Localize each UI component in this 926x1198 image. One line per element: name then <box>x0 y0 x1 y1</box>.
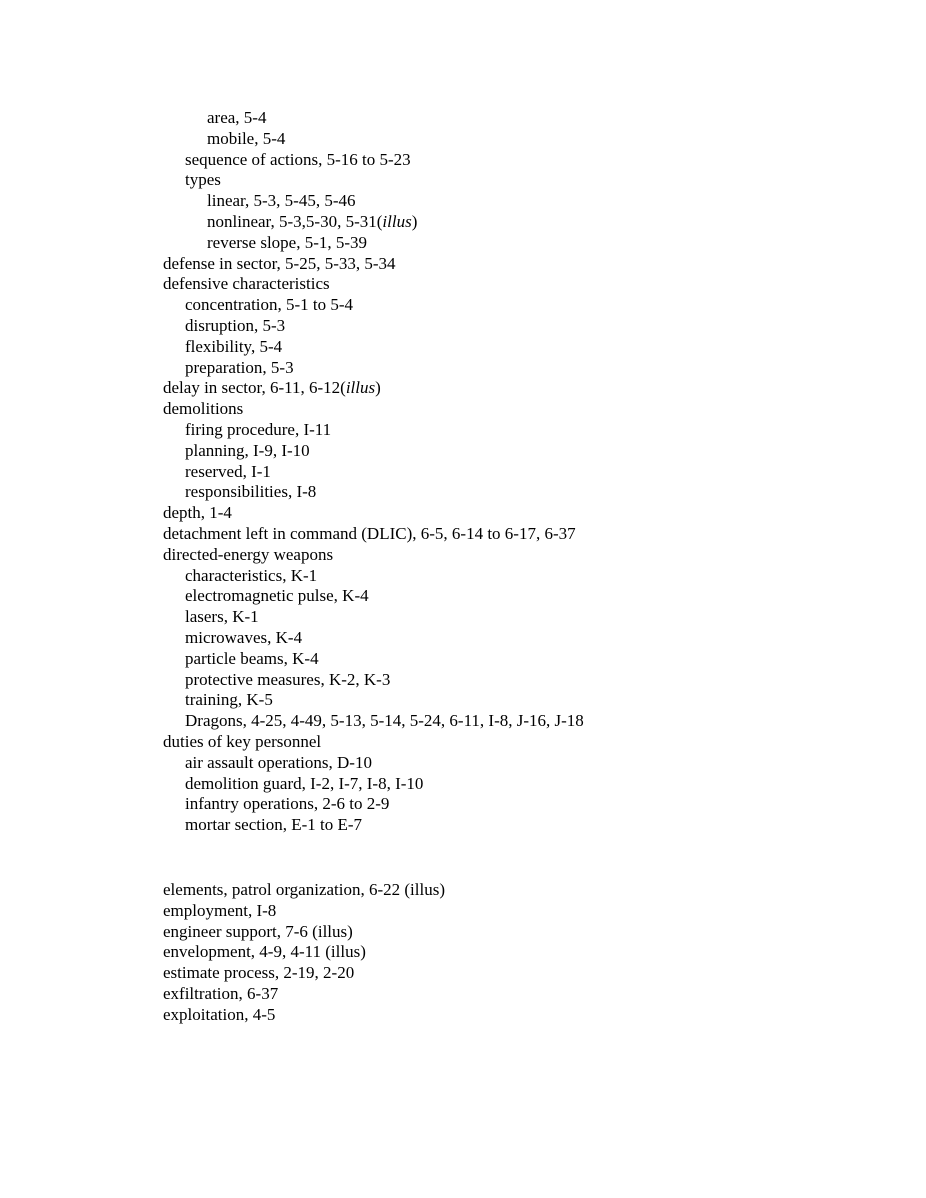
index-entry <box>163 1005 903 1026</box>
index-entry <box>163 129 903 150</box>
index-entry-text: exploitation, 4-5 <box>163 1004 276 1024</box>
index-entry <box>163 191 903 212</box>
index-entry <box>163 150 903 171</box>
index-entry <box>163 794 903 815</box>
index-section-d <box>163 108 903 836</box>
index-entry-text: demolition guard, I-2, I-7, I-8, I-10 <box>185 773 424 793</box>
index-entry <box>163 607 903 628</box>
index-entry-text: linear, 5-3, 5-45, 5-46 <box>207 191 356 211</box>
index-entry <box>163 545 903 566</box>
index-entry <box>163 274 903 295</box>
index-entry-text: depth, 1-4 <box>163 503 232 523</box>
index-entry <box>163 524 903 545</box>
index-entry <box>163 316 903 337</box>
index-entry-suffix: ) <box>411 211 418 231</box>
index-entry-text: particle beams, K-4 <box>185 648 319 668</box>
index-entry <box>163 441 903 462</box>
index-entry-text: responsibilities, I-8 <box>185 482 317 502</box>
index-entry-text: defensive characteristics <box>163 274 330 294</box>
index-entry <box>163 254 903 275</box>
index-entry <box>163 503 903 524</box>
index-entry-text: air assault operations, D-10 <box>185 752 372 772</box>
index-entry-text: demolitions <box>163 399 244 419</box>
index-entry-text: reverse slope, 5-1, 5-39 <box>207 232 368 252</box>
index-entry-text: lasers, K-1 <box>185 607 259 627</box>
index-entry-italic: illus <box>382 211 412 231</box>
index-entry <box>163 901 903 922</box>
index-section-e <box>163 880 903 1026</box>
index-entry <box>163 462 903 483</box>
index-entry-text: microwaves, K-4 <box>185 627 303 647</box>
index-entry-text: planning, I-9, I-10 <box>185 440 310 460</box>
index-entry <box>163 482 903 503</box>
index-entry <box>163 649 903 670</box>
index-entry <box>163 566 903 587</box>
index-entry <box>163 586 903 607</box>
index-entry <box>163 670 903 691</box>
index-entry-text: protective measures, K-2, K-3 <box>185 669 391 689</box>
index-entry-text: firing procedure, I-11 <box>185 419 332 439</box>
index-entry-text: concentration, 5-1 to 5-4 <box>185 295 354 315</box>
index-entry-text: infantry operations, 2-6 to 2-9 <box>185 794 390 814</box>
index-entry-text: directed-energy weapons <box>163 544 334 564</box>
index-entry-text: sequence of actions, 5-16 to 5-23 <box>185 149 411 169</box>
index-entry-text: envelopment, 4-9, 4-11 (illus) <box>163 942 366 962</box>
index-entry <box>163 963 903 984</box>
index-entry <box>163 753 903 774</box>
index-entry-text: employment, I-8 <box>163 900 277 920</box>
index-entry-text: duties of key personnel <box>163 731 322 751</box>
index-entry <box>163 711 903 732</box>
index-entry-text: area, 5-4 <box>207 108 267 127</box>
index-entry <box>163 378 903 399</box>
index-entry-text: mobile, 5-4 <box>207 128 286 148</box>
index-entry <box>163 420 903 441</box>
index-entry-text: disruption, 5-3 <box>185 315 286 335</box>
index-entry-text: types <box>185 170 221 190</box>
index-entry-text: preparation, 5-3 <box>185 357 294 377</box>
index-entry <box>163 984 903 1005</box>
index-entry <box>163 212 903 233</box>
index-entry <box>163 628 903 649</box>
index-entry-text: defense in sector, 5-25, 5-33, 5-34 <box>163 253 396 273</box>
index-entry-text: Dragons, 4-25, 4-49, 5-13, 5-14, 5-24, 6-11, I-8, J-16, J-18 <box>185 711 584 731</box>
index-entry-text: exfiltration, 6-37 <box>163 983 279 1003</box>
index-entry-text: estimate process, 2-19, 2-20 <box>163 963 355 983</box>
index-entry-text: nonlinear, 5-3,5-30, 5-31( <box>207 211 383 231</box>
index-entry-text: detachment left in command (DLIC), 6-5, 6-14 to 6-17, 6-37 <box>163 523 576 543</box>
index-entry-text: mortar section, E-1 to E-7 <box>185 815 363 835</box>
index-entry <box>163 233 903 254</box>
index-entry <box>163 399 903 420</box>
index-entry <box>163 774 903 795</box>
index-entry-text: reserved, I-1 <box>185 461 271 481</box>
index-entry-text: elements, patrol organization, 6-22 (illus) <box>163 880 446 899</box>
index-entry-text: flexibility, 5-4 <box>185 336 283 356</box>
index-entry <box>163 942 903 963</box>
index-entry-italic: illus <box>345 378 376 398</box>
index-entry <box>163 358 903 379</box>
index-entry <box>163 922 903 943</box>
index-entry <box>163 337 903 358</box>
index-entry-text: training, K-5 <box>185 690 273 710</box>
index-entry-text: characteristics, K-1 <box>185 565 318 585</box>
index-entry <box>163 815 903 836</box>
index-entry <box>163 732 903 753</box>
index-entry <box>163 170 903 191</box>
index-entry <box>163 690 903 711</box>
index-entry <box>163 108 903 129</box>
index-entry-text: engineer support, 7-6 (illus) <box>163 921 353 941</box>
index-entry-suffix: ) <box>375 378 381 398</box>
index-entry-text: delay in sector, 6-11, 6-12( <box>163 378 346 398</box>
index-entry <box>163 295 903 316</box>
index-entry <box>163 880 903 901</box>
index-entry-text: electromagnetic pulse, K-4 <box>185 586 369 606</box>
